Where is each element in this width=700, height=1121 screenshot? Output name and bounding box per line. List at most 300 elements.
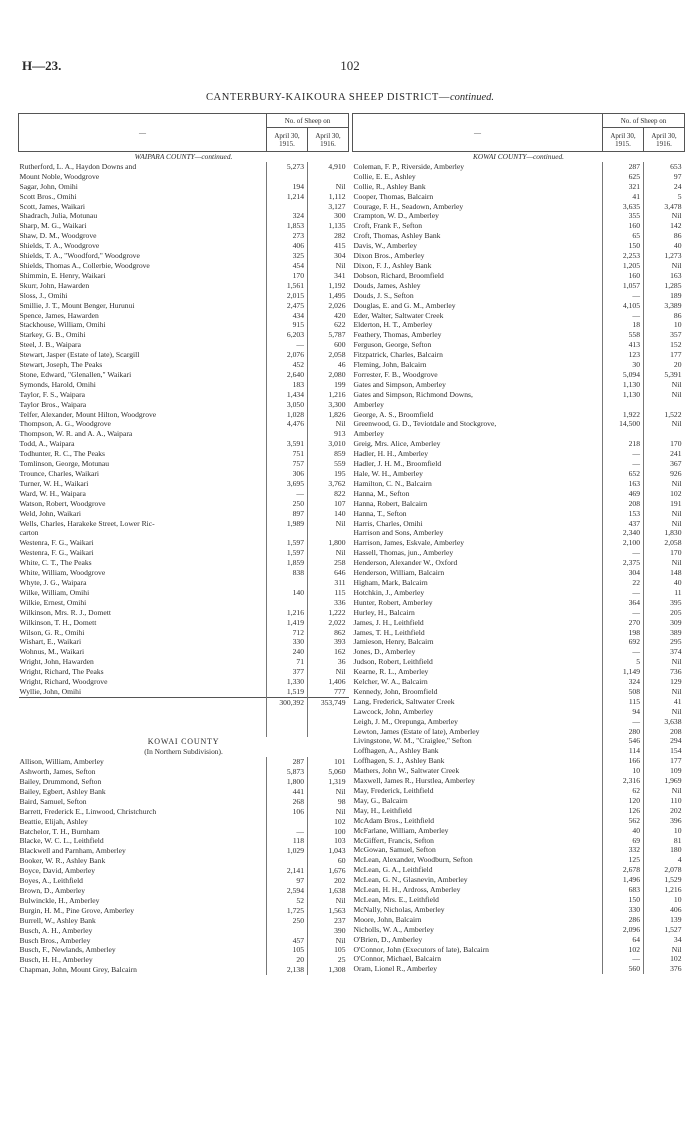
owner-name: Hurley, H., Balcairn [353, 608, 603, 618]
sheep-1915: — [603, 954, 644, 964]
sheep-1915: 94 [603, 707, 644, 717]
sheep-1916: 376 [670, 964, 682, 974]
sheep-1916: 2,058 [328, 350, 346, 360]
owner-name: Todd, A., Waipara [19, 439, 267, 449]
sheep-1916: 3,300 [328, 399, 346, 409]
sheep-1916: Nil [671, 508, 682, 518]
sheep-1915: 6,203 [267, 330, 308, 340]
sheep-1915: 712 [267, 628, 308, 638]
table-row [353, 647, 685, 657]
table-row [353, 172, 685, 182]
name-column-header: — [19, 114, 267, 152]
sheep-1916: Nil [671, 686, 682, 696]
sheep-1915: 218 [603, 439, 644, 449]
sheep-1915: 1,330 [267, 677, 308, 687]
spacer-row [19, 728, 349, 738]
owner-name: Whyte, J. G., Waipara [19, 578, 267, 588]
sheep-1916: 189 [670, 290, 682, 300]
sheep-1915: 125 [603, 855, 644, 865]
sheep-1916: 1,495 [328, 290, 346, 300]
owner-name: Weld, John, Waikari [19, 509, 267, 519]
table-row [19, 162, 349, 172]
owner-name: Bailey, Drummond, Sefton [19, 777, 267, 787]
table-row [19, 251, 349, 261]
sheep-1915: 1,149 [603, 667, 644, 677]
table-row [19, 400, 349, 410]
table-row [19, 896, 349, 906]
owner-name: Ferguson, George, Sefton [353, 340, 603, 350]
sheep-1915 [267, 202, 308, 212]
owner-name: Greenwood, G. D., Teviotdale and Stockgrove, [353, 419, 603, 429]
sheep-1915: 625 [603, 172, 644, 182]
sheep-1915: 2,141 [267, 866, 308, 876]
table-row [353, 261, 685, 271]
table-row [353, 558, 685, 568]
owner-name: White, C. T., The Peaks [19, 558, 267, 568]
sheep-1915: 562 [603, 816, 644, 826]
owner-name: Thompson, W. R. and A. A., Waipara [19, 429, 267, 439]
table-row [19, 221, 349, 231]
sheep-1916: 110 [670, 795, 682, 805]
sheep-1916: 195 [334, 469, 346, 478]
table-row [353, 618, 685, 628]
owner-name: Leigh, J. M., Orepunga, Amberley [353, 717, 603, 727]
sheep-1915: 120 [603, 796, 644, 806]
sheep-1915: 1,922 [603, 410, 644, 420]
table-row [19, 836, 349, 846]
name-column-header: — [353, 114, 603, 152]
table-row [19, 846, 349, 856]
sheep-1916: 736 [670, 667, 682, 677]
sheep-1916: 237 [334, 915, 346, 925]
sheep-1916: 3,127 [328, 201, 346, 211]
section-heading-text: WAIPARA COUNTY—continued. [134, 152, 233, 161]
sheep-1915: 106 [267, 807, 308, 817]
sheep-1916: 420 [334, 310, 346, 320]
sheep-1915: 441 [267, 787, 308, 797]
sheep-1915: 2,138 [267, 965, 308, 975]
sheep-1915: 2,340 [603, 528, 644, 538]
sheep-1915: 683 [603, 885, 644, 895]
sheep-1916: 3,389 [664, 300, 682, 310]
sheep-1915: 324 [603, 677, 644, 687]
table-row [19, 807, 349, 817]
table-row [353, 241, 685, 251]
sheep-1916: 1,830 [664, 528, 682, 538]
sheep-1916: Nil [671, 786, 682, 795]
owner-name: Bulwinckle, H., Amberley [19, 896, 267, 906]
sheep-1915: 1,597 [267, 538, 308, 548]
table-row [353, 697, 685, 707]
owner-name: Wright, Richard, The Peaks [19, 667, 267, 677]
owner-name: Amberley [353, 400, 603, 410]
sheep-1916: 294 [670, 736, 682, 746]
table-row [19, 817, 349, 827]
owner-name: Maxwell, James R., Hurstlea, Amberley [353, 776, 603, 786]
section-heading-text: KOWAI COUNTY—continued. [472, 152, 565, 161]
sheep-1915: 897 [267, 509, 308, 519]
sheep-1916: 10 [673, 825, 682, 835]
table-row [353, 192, 685, 202]
sheep-1915: 1,989 [267, 519, 308, 529]
year-1915-header: April 30, 1915. [267, 128, 308, 152]
owner-name: Judson, Robert, Leithfield [353, 657, 603, 667]
sheep-1915: — [603, 608, 644, 618]
owner-name: Shaw, D. M., Woodgrove [19, 231, 267, 241]
sheep-1915: 1,434 [267, 390, 308, 400]
sheep-1916: 1,319 [328, 777, 346, 787]
sheep-1916: 46 [337, 360, 346, 370]
table-row [19, 390, 349, 400]
sheep-1915: 118 [267, 836, 308, 846]
table-row [353, 736, 685, 746]
table-row [353, 330, 685, 340]
table-row [353, 449, 685, 459]
sheep-1915: 1,725 [267, 906, 308, 916]
owner-name: Hamilton, C. N., Balcairn [353, 479, 603, 489]
sheep-1915: 1,859 [267, 558, 308, 568]
owner-name: Nicholls, W. A., Amberley [353, 925, 603, 935]
table-row [353, 479, 685, 489]
owner-name: Chapman, John, Mount Grey, Balcairn [19, 965, 267, 975]
sheep-1915: 1,519 [267, 687, 308, 697]
owner-name: McFarlane, William, Amberley [353, 826, 603, 836]
table-row [353, 687, 685, 697]
sheep-1916: 926 [670, 469, 682, 478]
table-row [19, 479, 349, 489]
sheep-1915: 5,094 [603, 370, 644, 380]
table-row [353, 251, 685, 261]
owner-name: Stewart, Jasper (Estate of late), Scargill [19, 350, 267, 360]
sheep-1915: 64 [603, 935, 644, 945]
owner-name: May, Frederick, Leithfield [353, 786, 603, 796]
sheep-1916: 258 [334, 558, 346, 568]
owner-name: Blackwell and Parnham, Amberley [19, 846, 267, 856]
table-row [19, 211, 349, 221]
sheep-1915: 1,205 [603, 261, 644, 271]
sheep-1915: 105 [267, 945, 308, 955]
sheep-1915: 306 [267, 469, 308, 479]
owner-name: Hanna, T., Sefton [353, 509, 603, 519]
table-row [19, 578, 349, 588]
sheep-1916: Nil [335, 895, 346, 905]
table-row [353, 380, 685, 390]
owner-name: Busch, A. H., Amberley [19, 926, 267, 936]
table-row [19, 350, 349, 360]
owner-name: Starkey, G. B., Omihi [19, 330, 267, 340]
table-row [19, 856, 349, 866]
sheep-1916: 208 [670, 726, 682, 736]
sheep-1915: 1,561 [267, 281, 308, 291]
sheep-1916: 862 [334, 627, 346, 637]
sheep-1916: 86 [673, 231, 682, 241]
owner-name: Gates and Simpson, Richmond Downs, [353, 390, 603, 400]
owner-name: Oram, Lionel R., Amberley [353, 964, 603, 974]
sheep-1916 [308, 528, 349, 538]
sheep-1915: 183 [267, 380, 308, 390]
table-row [353, 469, 685, 479]
spacer-cell [308, 728, 349, 738]
owner-name: Shadrach, Julia, Motunau [19, 211, 267, 221]
sheep-1916: 4 [677, 855, 682, 865]
table-row [353, 776, 685, 786]
table-row [353, 231, 685, 241]
owner-name: Jamieson, Henry, Balcairn [353, 637, 603, 647]
sheep-1915: 102 [603, 945, 644, 955]
sheep-1915: 240 [267, 647, 308, 657]
table-row [353, 182, 685, 192]
sheep-1916: 1,527 [664, 924, 682, 934]
owner-name: Hadler, H. H., Amberley [353, 449, 603, 459]
sheep-1916: 406 [670, 904, 682, 914]
sheep-1916: 3,478 [664, 201, 682, 211]
owner-name: Douds, James, Ashley [353, 281, 603, 291]
sheep-1915: 1,057 [603, 281, 644, 291]
owner-name: McNally, Nicholas, Amberley [353, 905, 603, 915]
table-row [353, 221, 685, 231]
sheep-1916: Nil [335, 548, 346, 558]
sheep-1915: 97 [267, 876, 308, 886]
table-row [353, 350, 685, 360]
table-row [353, 271, 685, 281]
sheep-1916: 559 [334, 459, 346, 469]
sheep-1915: 4,105 [603, 301, 644, 311]
table-row [19, 637, 349, 647]
owner-name: Dixon, F. J., Ashley Bank [353, 261, 603, 271]
sheep-1916: 304 [334, 251, 346, 261]
table-row [353, 915, 685, 925]
sheep-1915: 166 [603, 756, 644, 766]
table-row [19, 241, 349, 251]
owner-name: Barrett, Frederick E., Linwood, Christchurch [19, 807, 267, 817]
owner-name: Eder, Walter, Saltwater Creek [353, 311, 603, 321]
owner-name: Taylor, F. S., Waipara [19, 390, 267, 400]
owner-name: Hanna, M., Sefton [353, 489, 603, 499]
sheep-1916: Nil [671, 558, 682, 568]
sheep-1916: 101 [334, 757, 346, 767]
owner-name: Spence, James, Hawarden [19, 311, 267, 321]
sheep-1916: 1,308 [328, 965, 346, 975]
table-row [353, 360, 685, 370]
owner-name: Fitzpatrick, Charles, Balcairn [353, 350, 603, 360]
owner-name: Wyllie, John, Omihi [19, 687, 267, 697]
table-row [19, 548, 349, 558]
sheep-1915: 150 [603, 895, 644, 905]
sheep-1916: Nil [335, 786, 346, 796]
sheep-1915: 41 [603, 192, 644, 202]
sheep-1916: 202 [670, 805, 682, 815]
sheep-1915: 1,029 [267, 846, 308, 856]
table-row [19, 876, 349, 886]
spacer-cell [267, 718, 308, 728]
sheep-1916: 1,273 [664, 251, 682, 261]
sheep-1915: 2,640 [267, 370, 308, 380]
sheep-1915: 332 [603, 845, 644, 855]
sheep-1915: — [267, 340, 308, 350]
sheep-1916: Nil [335, 518, 346, 528]
left-column [18, 113, 348, 975]
sheep-1915: 160 [603, 271, 644, 281]
owner-name: May, G., Balcairn [353, 796, 603, 806]
table-row [19, 667, 349, 677]
owner-name: Mathers, John W., Saltwater Creek [353, 766, 603, 776]
sheep-1915: 434 [267, 311, 308, 321]
sheep-1916: 341 [334, 270, 346, 280]
sheep-1915 [267, 528, 308, 538]
table-row [19, 489, 349, 499]
sheep-1915: 194 [267, 182, 308, 192]
owner-name: Rutherford, L. A., Haydon Downs and [19, 162, 267, 172]
owner-name: Westenra, F. G., Waikari [19, 538, 267, 548]
sheep-1916: 60 [337, 856, 346, 866]
table-row [19, 687, 349, 697]
table-row [353, 439, 685, 449]
owner-name: Blacke, W. C. L., Leithfield [19, 836, 267, 846]
sheep-1915: 330 [267, 637, 308, 647]
table-row [353, 291, 685, 301]
sheep-1915: 170 [267, 271, 308, 281]
owner-name: Scott, James, Waikari [19, 202, 267, 212]
table-row [19, 568, 349, 578]
owner-name: James, T. H., Leithfield [353, 628, 603, 638]
table-row [353, 598, 685, 608]
sheep-1916: 102 [670, 488, 682, 498]
sheep-1915: 330 [603, 905, 644, 915]
owner-name: Wishart, E., Waikari [19, 637, 267, 647]
table-row [353, 429, 685, 439]
owner-name: Smillie, J. T., Mount Benger, Hurunui [19, 301, 267, 311]
sheep-1915: — [603, 588, 644, 598]
owner-name: Henderson, Alexander W., Oxford [353, 558, 603, 568]
sheep-1916: 1,043 [328, 846, 346, 856]
table-row [353, 578, 685, 588]
sheep-1915: 270 [603, 618, 644, 628]
table-row [19, 767, 349, 777]
sheep-count-header: No. of Sheep on [603, 114, 685, 128]
sheep-1915: 163 [603, 479, 644, 489]
spacer-cell [19, 728, 267, 738]
sheep-1916: 102 [670, 954, 682, 964]
table-row [353, 320, 685, 330]
sheep-1915 [267, 429, 308, 439]
owner-name: Wells, Charles, Harakeke Street, Lower Ric- [19, 519, 267, 529]
owner-name: Boyes, A., Leithfield [19, 876, 267, 886]
sheep-1916: 10 [673, 320, 682, 330]
sheep-1915: 2,015 [267, 291, 308, 301]
sheep-1916: Nil [671, 944, 682, 954]
sheep-1916: 180 [670, 845, 682, 855]
sheep-1915: 2,678 [603, 865, 644, 875]
sheep-1915: 3,695 [267, 479, 308, 489]
table-row [353, 340, 685, 350]
sheep-1915: 150 [603, 241, 644, 251]
sheep-1916: 11 [674, 587, 682, 597]
sheep-1915: 1,496 [603, 875, 644, 885]
owner-name: Hassell, Thomas, jun., Amberley [353, 548, 603, 558]
sheep-1916: Nil [671, 379, 682, 389]
table-row [19, 172, 349, 182]
sheep-1916: 152 [670, 340, 682, 350]
table-row [353, 816, 685, 826]
table-row [353, 945, 685, 955]
sheep-1916: 139 [670, 914, 682, 924]
sheep-1915: 2,375 [603, 558, 644, 568]
table-row [19, 538, 349, 548]
owner-name: O'Connor, John (Executors of late), Balcairn [353, 945, 603, 955]
owner-name: Loffhagen, A., Ashley Bank [353, 746, 603, 756]
sheep-1916: Nil [671, 478, 682, 488]
sheep-1916: 25 [337, 955, 346, 965]
owner-name: Sagar, John, Omihi [19, 182, 267, 192]
sheep-1915 [267, 856, 308, 866]
sheep-1915: 2,096 [603, 925, 644, 935]
sheep-1916: 40 [673, 241, 682, 251]
sheep-1916: 1,216 [328, 389, 346, 399]
sheep-1916: 859 [334, 449, 346, 459]
table-row [19, 330, 349, 340]
sheep-1915: 546 [603, 736, 644, 746]
sheep-1916: Nil [335, 667, 346, 677]
table-row [19, 429, 349, 439]
owner-name: O'Connor, Michael, Balcairn [353, 954, 603, 964]
owner-name: James, J. H., Leithfield [353, 618, 603, 628]
section-subheading [19, 747, 349, 757]
table-row [353, 964, 685, 974]
owner-name: Busch Bros., Amberley [19, 936, 267, 946]
owner-name: Douglas, E. and G. M., Amberley [353, 301, 603, 311]
sheep-1915: 1,130 [603, 390, 644, 400]
owner-name: McLean, H. H., Ardross, Amberley [353, 885, 603, 895]
sheep-1916: 148 [670, 568, 682, 578]
table-row [353, 588, 685, 598]
sheep-1916: 309 [670, 617, 682, 627]
sheep-1916: 86 [673, 310, 682, 320]
sheep-1915: 160 [603, 221, 644, 231]
sheep-1916: 34 [673, 934, 682, 944]
sheep-1916: 170 [670, 548, 682, 558]
owner-name: Dobson, Richard, Broomfield [353, 271, 603, 281]
sheep-1915: 915 [267, 320, 308, 330]
table-row [353, 875, 685, 885]
sheep-1916: 357 [670, 330, 682, 340]
sheep-1916: 177 [670, 756, 682, 766]
table-row [19, 340, 349, 350]
sheep-1916: 653 [670, 161, 682, 171]
sheep-1915: 2,316 [603, 776, 644, 786]
owner-name: Gates and Simpson, Amberley [353, 380, 603, 390]
sheep-1916: 622 [334, 320, 346, 330]
sheep-1916: 1,522 [664, 409, 682, 419]
owner-name: Crampton, W. D., Amberley [353, 211, 603, 221]
sheep-1916: 2,026 [328, 300, 346, 310]
sheep-1915: 153 [603, 509, 644, 519]
table-row [19, 866, 349, 876]
owner-name: McGiffert, Francis, Sefton [353, 836, 603, 846]
owner-name: Hale, W. H., Amberley [353, 469, 603, 479]
owner-name: Shimmin, E. Henry, Waikari [19, 271, 267, 281]
sheep-1916: 5,060 [328, 767, 346, 777]
table-row [353, 796, 685, 806]
owner-name: carton [19, 528, 267, 538]
sheep-1916: 336 [334, 597, 346, 607]
sheep-1916: 822 [334, 488, 346, 498]
owner-name: Symonds, Harold, Omihi [19, 380, 267, 390]
table-row [19, 598, 349, 608]
owner-name: Croft, Thomas, Ashley Bank [353, 231, 603, 241]
sheep-1916: 1,826 [328, 409, 346, 419]
sheep-1915: 5,273 [267, 162, 308, 172]
sheep-1915: 114 [603, 746, 644, 756]
